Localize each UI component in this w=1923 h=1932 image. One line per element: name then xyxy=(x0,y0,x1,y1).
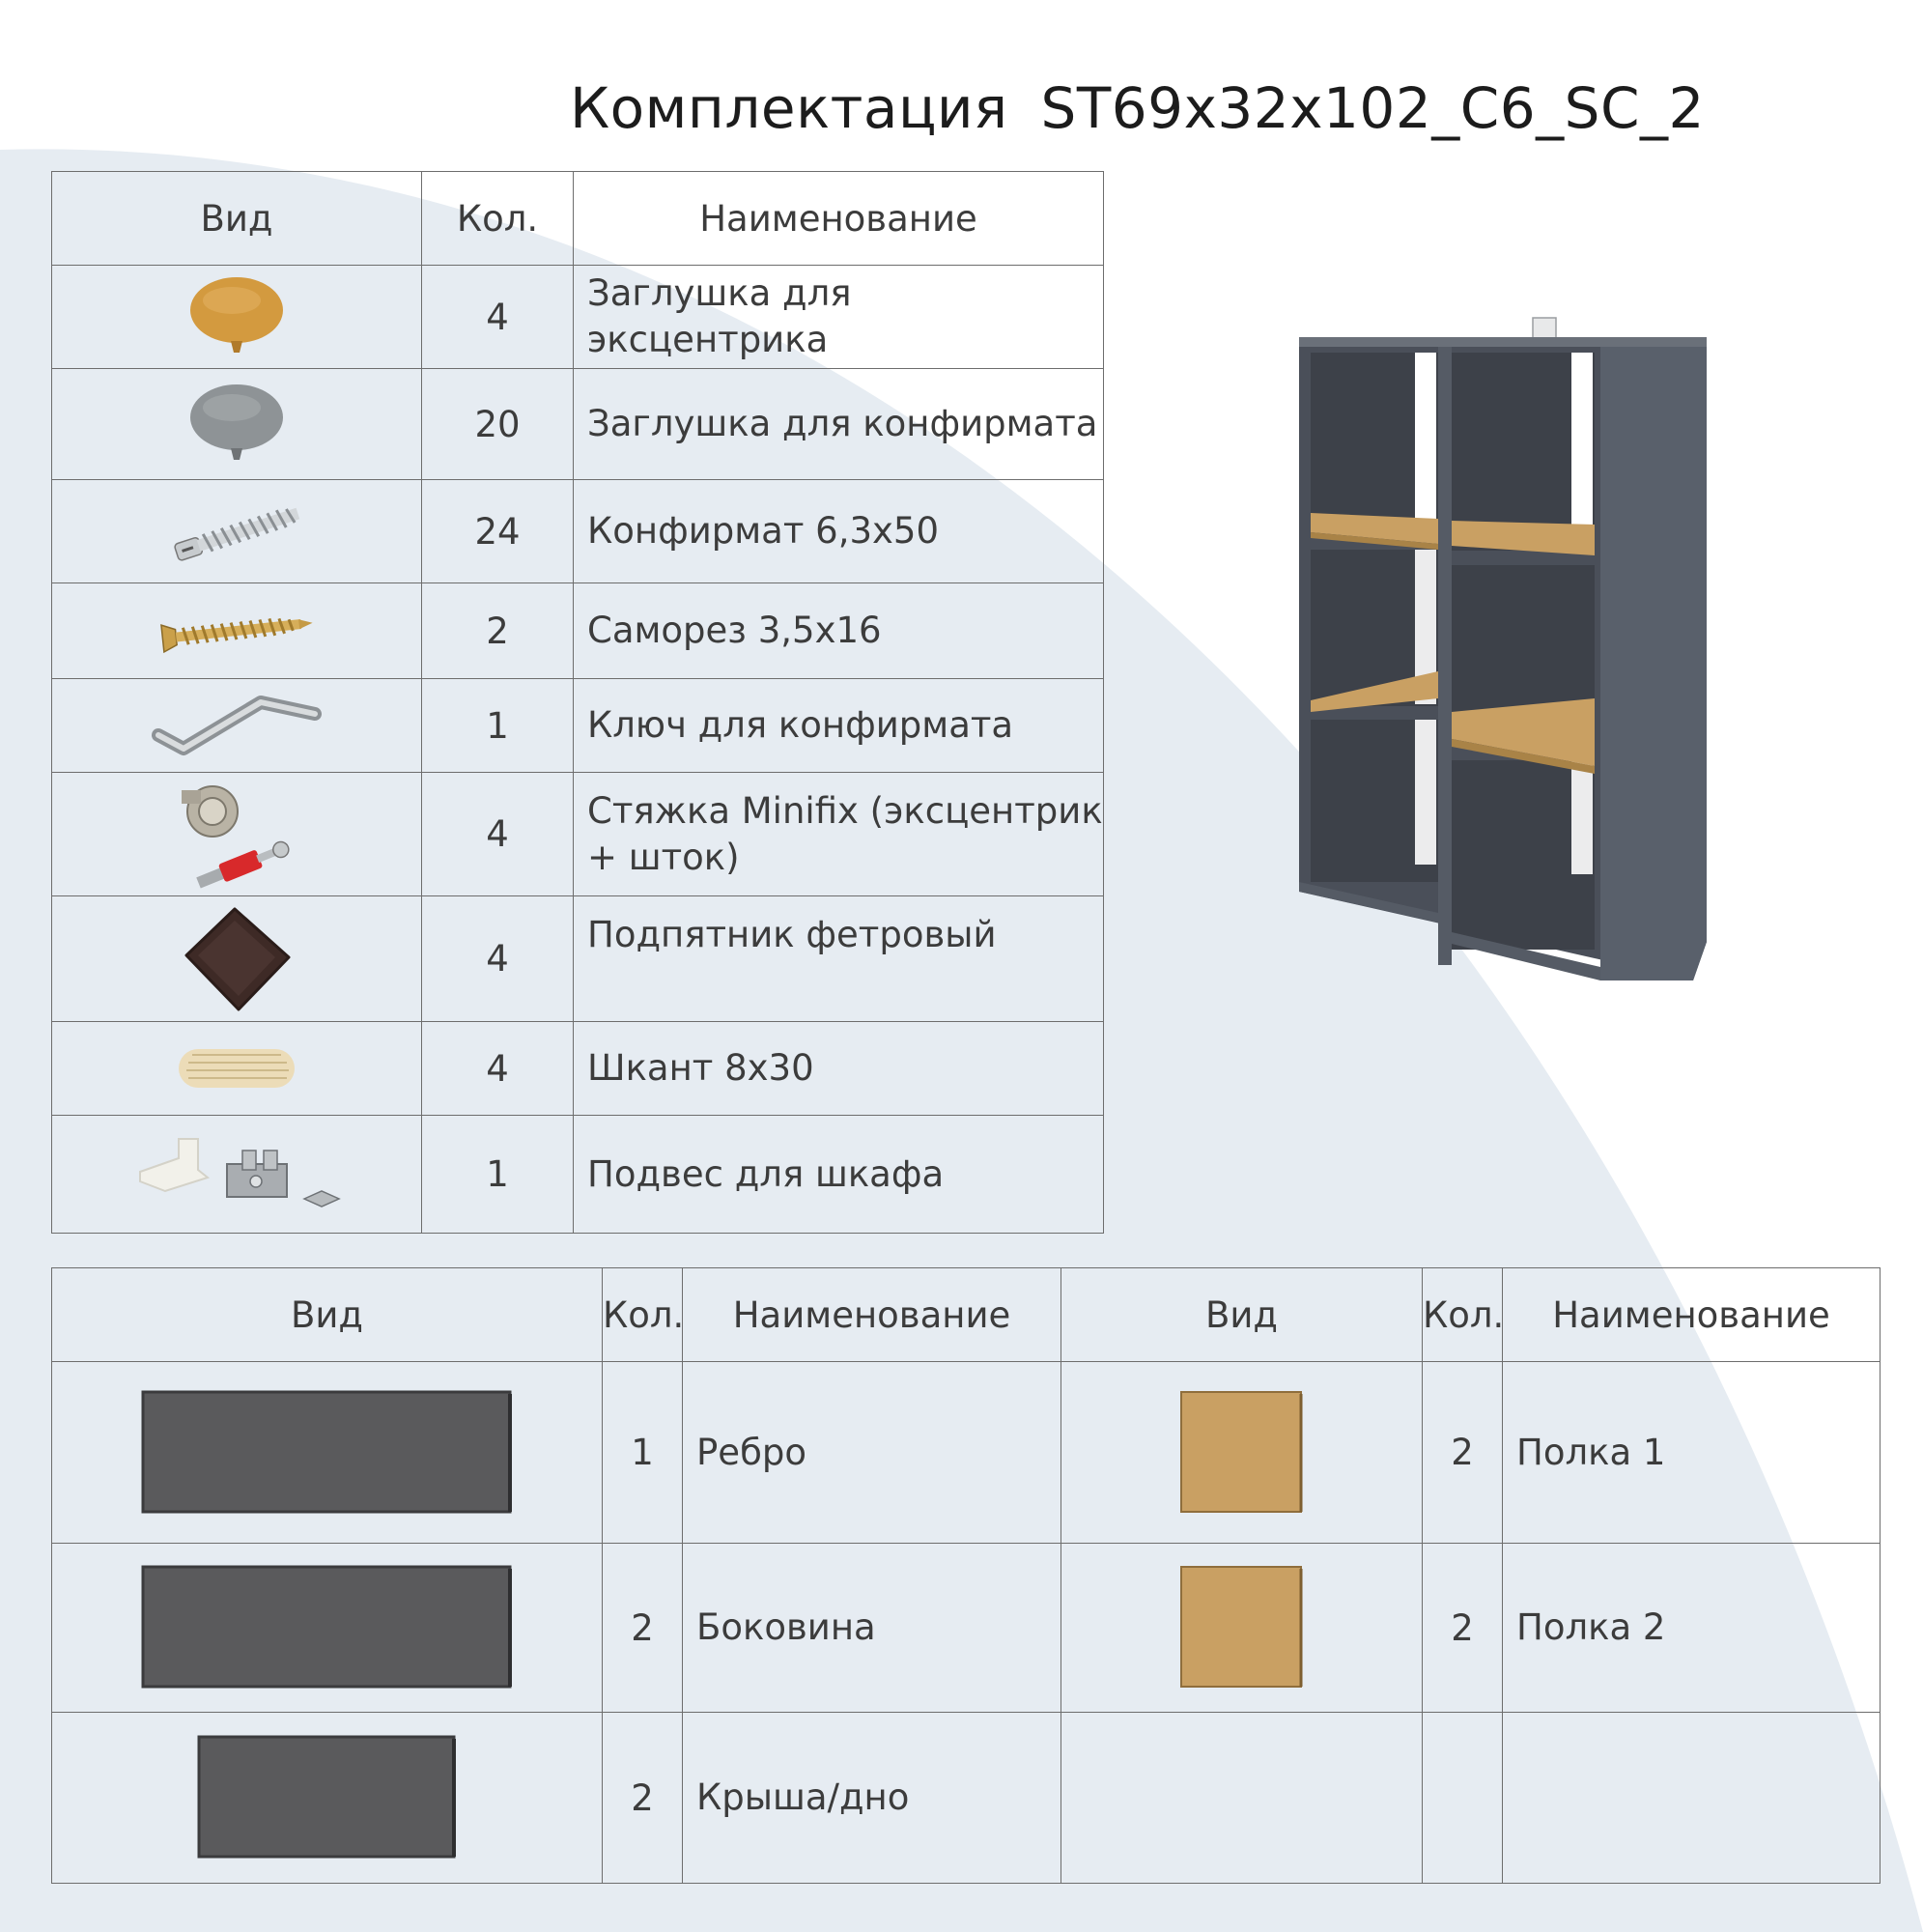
name-cell: Ребро xyxy=(683,1362,1061,1544)
view-cell xyxy=(1061,1362,1423,1544)
cam-cap-icon xyxy=(184,273,290,360)
name-cell: Заглушка для конфирмата xyxy=(574,369,1104,480)
cabinet-hanger-icon xyxy=(121,1131,353,1218)
name-cell: Шкант 8x30 xyxy=(574,1022,1104,1116)
qty-cell: 1 xyxy=(603,1362,683,1544)
table-header-row xyxy=(52,172,1104,266)
top-bottom-panel-icon xyxy=(197,1735,458,1861)
empty-cell xyxy=(1423,1713,1503,1884)
name-cell: Стяжка Minifix (эксцентрик + шток) xyxy=(574,773,1104,896)
view-cell xyxy=(52,480,422,583)
qty-cell: 20 xyxy=(422,369,574,480)
table-row xyxy=(52,1362,1881,1544)
view-cell xyxy=(52,369,422,480)
table-row xyxy=(52,266,1104,369)
qty-cell: 1 xyxy=(422,679,574,773)
qty-cell: 2 xyxy=(603,1544,683,1713)
qty-cell: 24 xyxy=(422,480,574,583)
header-qty: Кол. xyxy=(422,172,574,266)
hex-key-icon xyxy=(145,687,328,764)
name-cell: Крыша/дно xyxy=(683,1713,1061,1884)
minifix-icon xyxy=(174,779,299,891)
header-view: Вид xyxy=(52,172,422,266)
table-row xyxy=(52,1116,1104,1234)
empty-cell xyxy=(1061,1713,1423,1884)
name-cell: Заглушка для эксцентрика xyxy=(574,266,1104,369)
table-row xyxy=(52,896,1104,1022)
product-code: ST69x32x102_C6_SC_2 xyxy=(1040,75,1705,141)
header-qty: Кол. xyxy=(603,1268,683,1362)
table-row xyxy=(52,583,1104,679)
view-cell xyxy=(52,1022,422,1116)
confirmat-cap-icon xyxy=(184,381,290,468)
name-cell: Полка 1 xyxy=(1503,1362,1881,1544)
rib-panel-icon xyxy=(141,1390,514,1516)
cabinet-illustration xyxy=(1289,314,1714,990)
header-name: Наименование xyxy=(1503,1268,1881,1362)
view-cell xyxy=(52,1116,422,1234)
name-cell: Подвес для шкафа xyxy=(574,1116,1104,1234)
table-row xyxy=(52,480,1104,583)
panels-table xyxy=(51,1267,1881,1884)
view-cell xyxy=(1061,1544,1423,1713)
table-row xyxy=(52,773,1104,896)
name-cell: Ключ для конфирмата xyxy=(574,679,1104,773)
confirmat-screw-icon xyxy=(159,493,314,570)
name-cell: Подпятник фетровый xyxy=(574,896,1104,1022)
view-cell xyxy=(52,1362,603,1544)
shelf-1-icon xyxy=(1179,1390,1305,1516)
header-name: Наименование xyxy=(683,1268,1061,1362)
qty-cell: 2 xyxy=(603,1713,683,1884)
table-header-row xyxy=(52,1268,1881,1362)
header-qty: Кол. xyxy=(1423,1268,1503,1362)
dowel-icon xyxy=(169,1039,304,1097)
header-view: Вид xyxy=(52,1268,603,1362)
view-cell xyxy=(52,1544,603,1713)
qty-cell: 4 xyxy=(422,773,574,896)
view-cell xyxy=(52,266,422,369)
qty-cell: 4 xyxy=(422,896,574,1022)
table-row xyxy=(52,1022,1104,1116)
qty-cell: 1 xyxy=(422,1116,574,1234)
name-cell: Боковина xyxy=(683,1544,1061,1713)
view-cell xyxy=(52,583,422,679)
table-row xyxy=(52,1713,1881,1884)
header-name: Наименование xyxy=(574,172,1104,266)
side-panel-icon xyxy=(141,1565,514,1690)
name-cell: Полка 2 xyxy=(1503,1544,1881,1713)
page-title xyxy=(570,75,1705,141)
view-cell xyxy=(52,773,422,896)
fittings-table xyxy=(51,171,1104,1234)
qty-cell: 2 xyxy=(1423,1544,1503,1713)
name-cell: Конфирмат 6,3x50 xyxy=(574,480,1104,583)
title-label: Комплектация xyxy=(570,75,1008,141)
qty-cell: 2 xyxy=(422,583,574,679)
header-view: Вид xyxy=(1061,1268,1423,1362)
felt-pad-icon xyxy=(179,901,295,1017)
name-cell: Саморез 3,5x16 xyxy=(574,583,1104,679)
view-cell xyxy=(52,1713,603,1884)
qty-cell: 4 xyxy=(422,266,574,369)
view-cell xyxy=(52,679,422,773)
table-row xyxy=(52,369,1104,480)
qty-cell: 4 xyxy=(422,1022,574,1116)
wood-screw-icon xyxy=(155,602,319,660)
view-cell xyxy=(52,896,422,1022)
table-row xyxy=(52,679,1104,773)
empty-cell xyxy=(1503,1713,1881,1884)
shelf-2-icon xyxy=(1179,1565,1305,1690)
table-row xyxy=(52,1544,1881,1713)
qty-cell: 2 xyxy=(1423,1362,1503,1544)
